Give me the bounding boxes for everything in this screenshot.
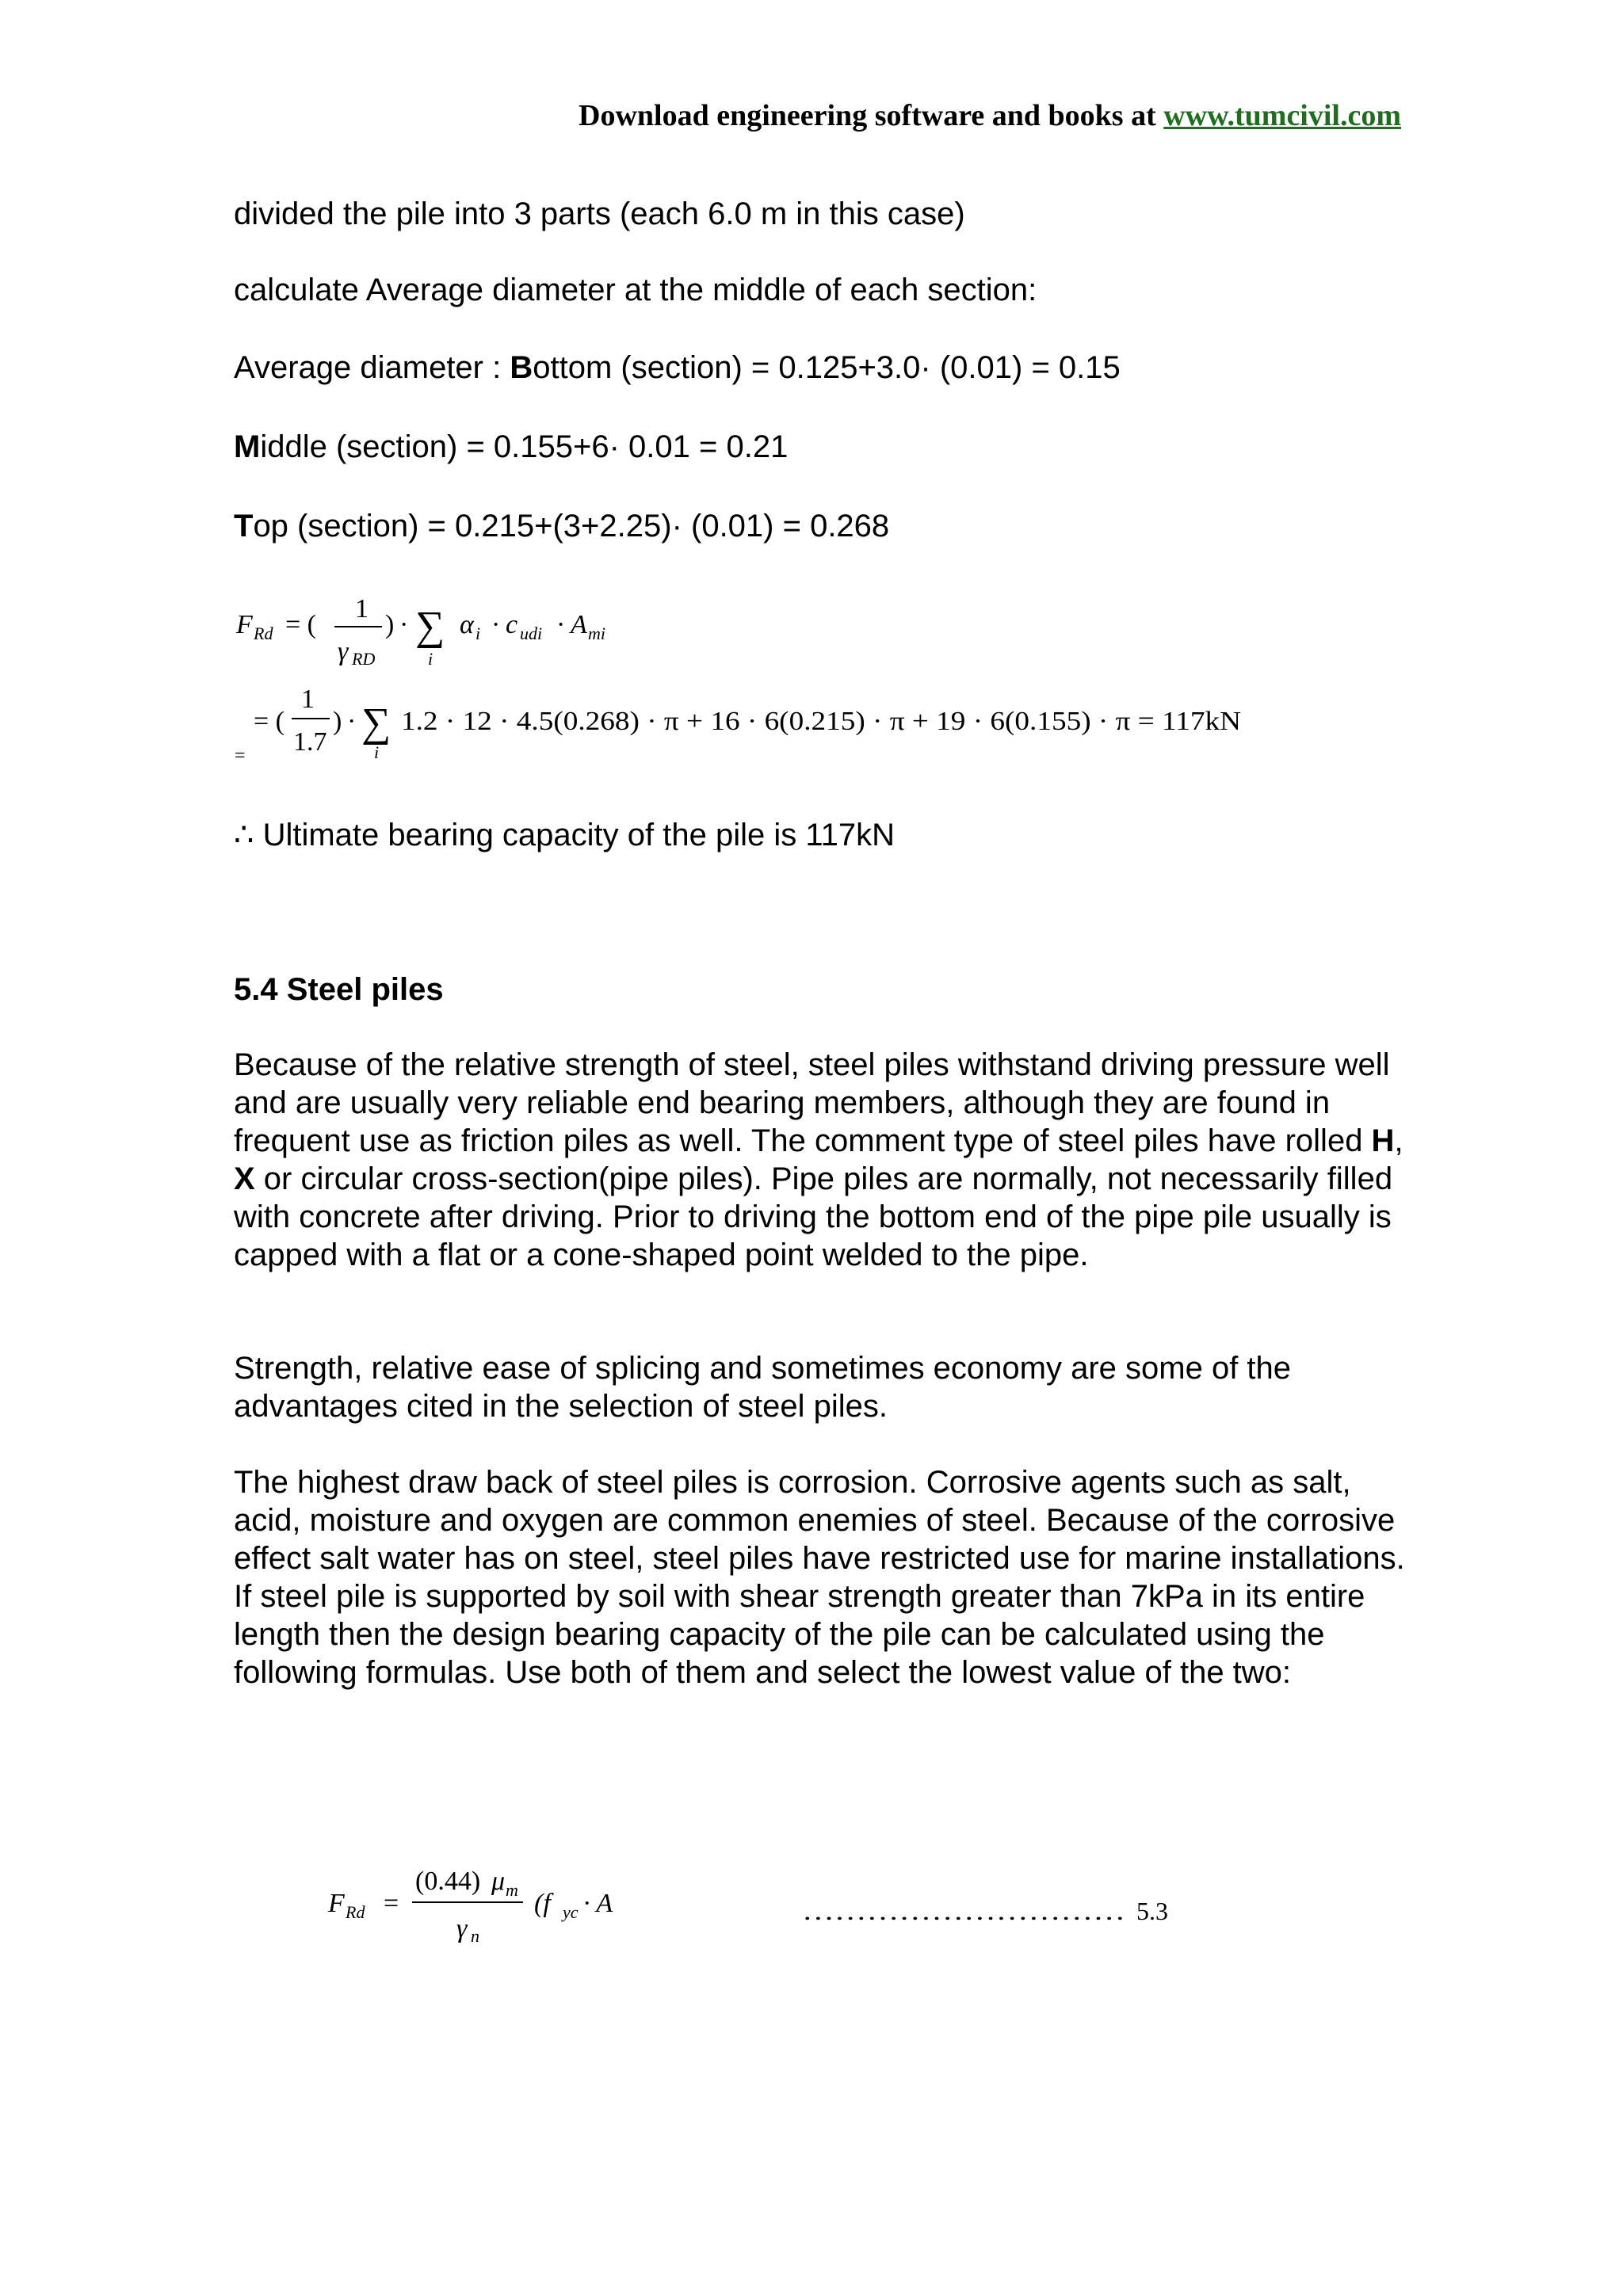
f1-sum-idx: i: [428, 649, 433, 669]
f2-eq: =: [384, 1889, 399, 1918]
f1-A: A: [571, 610, 587, 639]
f1-l2-eq: = (: [254, 707, 285, 736]
header-text: Download engineering software and books at: [579, 99, 1164, 132]
f1-dot1: ·: [399, 610, 409, 639]
f2-lhs-F: F: [328, 1889, 345, 1918]
formula-steel-pile: [317, 1858, 1268, 1961]
line-middle-bold: M: [234, 429, 261, 464]
f1-lhs-sub: Rd: [254, 624, 273, 643]
line-bottom-pre: Average diameter :: [234, 350, 510, 385]
f2-num: (0.44): [415, 1867, 481, 1896]
f1-stray-eq: =: [235, 746, 246, 766]
f1-c: c: [506, 610, 518, 639]
para1-mid: ,: [1394, 1123, 1403, 1158]
conclusion: ∴ Ultimate bearing capacity of the pile is 117kN: [234, 818, 896, 852]
f1-dot2: ·: [491, 610, 501, 639]
line-bottom: [234, 349, 1121, 387]
f1-l2-body: 1.2 · 12 · 4.5(0.268) · π + 16 · 6(0.215) · π + 19 · 6(0.155) · π = 117kN: [401, 707, 1241, 736]
line-bottom-bold: B: [510, 350, 533, 385]
f2-lhs-sub: Rd: [346, 1902, 365, 1922]
f1-den-sub: RD: [352, 649, 376, 669]
para1-bold-x: X: [234, 1161, 255, 1196]
f2-rhs: (f: [534, 1889, 551, 1918]
f1-l2-den: 1.7: [293, 727, 327, 757]
f1-den-gamma: γ: [338, 637, 349, 666]
header-link[interactable]: www.tumcivil.com: [1163, 99, 1401, 132]
f1-sum: ∑: [415, 604, 445, 649]
line-divided: divided the pile into 3 parts (each 6.0 m in this case): [234, 196, 965, 231]
line-bottom-post: ottom (section) = 0.125+3.0· (0.01) = 0.15: [533, 350, 1121, 385]
f1-alpha-sub: i: [475, 624, 481, 643]
paragraph-steel-intro: [234, 1046, 1407, 1274]
f2-eq-number: 5.3: [1136, 1897, 1168, 1925]
f1-close: ): [385, 610, 395, 639]
f2-rhs-tail: · A: [583, 1889, 613, 1918]
f1-l2-sum: ∑: [361, 700, 391, 746]
f1-l2-num: 1: [301, 685, 315, 714]
f2-mu: μ: [491, 1867, 506, 1896]
f1-c-sub: udi: [520, 624, 543, 643]
paragraph-advantages: Strength, relative ease of splicing and sometimes economy are some of the advantages cited in the selection of steel piles.: [234, 1351, 1292, 1424]
line-calculate: calculate Average diameter at the middle of each section:: [234, 273, 1037, 307]
f1-alpha: α: [460, 610, 474, 639]
f2-leader-dots: …………………………: [802, 1897, 1125, 1925]
para1-pre: Because of the relative strength of steel, steel piles withstand driving pressure well and are usually very reliable end bearing members, although they are found in frequent use as friction piles as well. The comment type of steel piles have rolled: [234, 1047, 1390, 1158]
paragraph-corrosion: The highest draw back of steel piles is corrosion. Corrosive agents such as salt, acid, moisture and oxygen are common enemies of steel. Because of the corrosive effect salt water has on steel, steel piles have restricted use for marine installations. If steel pile is supported by soil with shear strength greater than 7kPa in its entire length then the design bearing capacity of the pile can be calculated using the following formulas. Use both of them and select the lowest value of the two:: [234, 1465, 1405, 1690]
line-top-post: op (section) = 0.215+(3+2.25)· (0.01) = 0.268: [253, 509, 890, 543]
line-top: [234, 507, 889, 545]
page-header: [0, 98, 1401, 133]
f2-rhs-sub: yc: [563, 1902, 579, 1922]
f1-A-sub: mi: [588, 624, 605, 643]
f1-l2-close: ): [333, 707, 342, 736]
formula-bearing-capacity: [230, 582, 1276, 772]
para1-bold-h: H: [1371, 1123, 1395, 1158]
f1-eq: = (: [285, 610, 316, 639]
f1-lhs-F: F: [236, 610, 253, 639]
line-middle: [234, 428, 788, 466]
f1-num: 1: [355, 594, 369, 624]
f2-den-gamma: γ: [456, 1914, 468, 1943]
para1-post: or circular cross-section(pipe piles). Pipe piles are normally, not necessarily filled with concrete after driving. Prior to driving the bottom end of the pipe pile usually is capped with a flat or a cone-shaped point welded to the pipe.: [234, 1161, 1393, 1272]
section-title: 5.4 Steel piles: [234, 972, 444, 1007]
f1-l2-sum-idx: i: [374, 742, 380, 762]
line-top-bold: T: [234, 509, 254, 543]
f1-l2-dot: ·: [347, 707, 357, 736]
line-middle-post: iddle (section) = 0.155+6· 0.01 = 0.21: [260, 429, 789, 464]
f2-den-sub: n: [471, 1926, 479, 1946]
f2-mu-sub: m: [506, 1880, 518, 1900]
f1-dot3: ·: [556, 610, 566, 639]
